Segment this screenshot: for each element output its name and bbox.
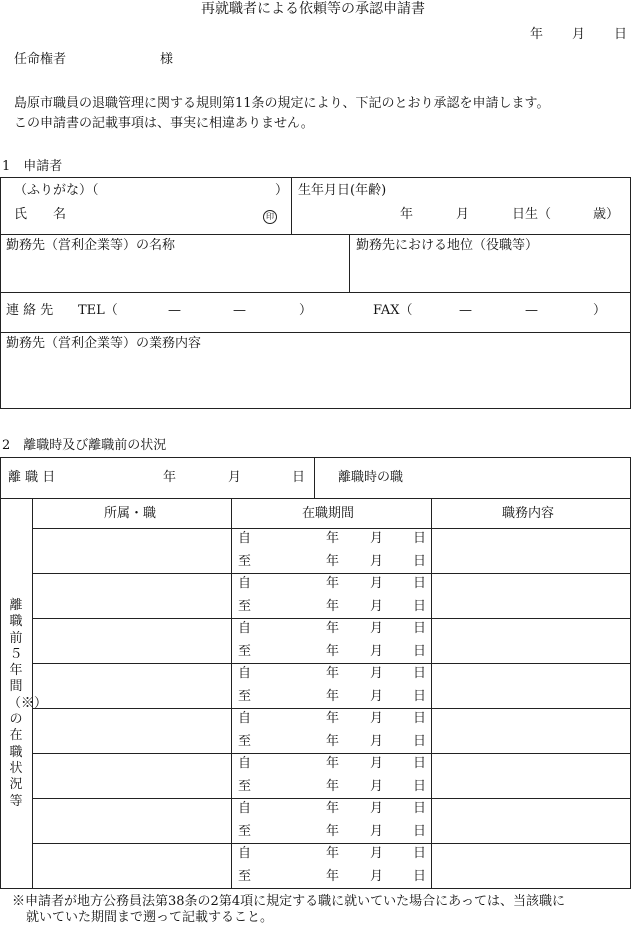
period-from-label: 自 [238, 846, 252, 861]
period-to-day: 日 [413, 553, 427, 569]
period-from-year: 年 [326, 801, 340, 816]
fax-dash-2: — [525, 303, 538, 318]
period-from-year: 年 [326, 531, 340, 546]
period-from-label: 自 [238, 801, 252, 816]
employer-label: 勤務先（営利企業等）の名称 [6, 238, 176, 253]
period-to-day: 日 [413, 778, 427, 794]
period-to-year: 年 [326, 823, 340, 839]
contact-label: 連 絡 先 [6, 303, 54, 318]
period-from-year: 年 [326, 666, 340, 681]
period-to-year: 年 [326, 553, 340, 569]
period-from-year: 年 [326, 846, 340, 861]
period-to-label: 至 [238, 553, 252, 569]
period-to-label: 至 [238, 643, 252, 659]
column-header-period: 在職期間 [302, 506, 355, 521]
birth-label: 生年月日(年齢) [298, 183, 387, 198]
period-from-label: 自 [238, 756, 252, 771]
period-to-day: 日 [413, 733, 427, 749]
period-to-label: 至 [238, 598, 252, 614]
period-to-day: 日 [413, 598, 427, 614]
period-to-label: 至 [238, 823, 252, 839]
tel-dash-1: — [168, 303, 181, 318]
period-from-month: 月 [370, 756, 384, 771]
period-from-day: 日 [413, 576, 427, 591]
period-to-label: 至 [238, 778, 252, 794]
period-from-label: 自 [238, 576, 252, 591]
section2-heading: 2 離職時及び離職前の状況 [2, 438, 167, 453]
fax-dash-1: — [459, 303, 472, 318]
seal-icon: 印 [263, 210, 277, 224]
period-from-year: 年 [326, 576, 340, 591]
period-from-day: 日 [413, 846, 427, 861]
period-from-day: 日 [413, 801, 427, 816]
furigana-label: （ふりがな）（ [14, 183, 99, 198]
period-to-month: 月 [370, 868, 384, 884]
period-to-month: 月 [370, 733, 384, 749]
period-to-month: 月 [370, 778, 384, 794]
period-to-label: 至 [238, 733, 252, 749]
tel-dash-2: — [233, 303, 246, 318]
fax-label: FAX（ [373, 303, 413, 318]
period-from-year: 年 [326, 711, 340, 726]
fax-close: ） [593, 303, 607, 318]
retire-month: 月 [228, 470, 242, 485]
footnote-line-1: ※申請者が地方公務員法第38条の2第4項に規定する職に就いていた場合にあっては、当該職に [12, 894, 565, 909]
period-to-month: 月 [370, 553, 384, 569]
period-from-label: 自 [238, 666, 252, 681]
period-from-label: 自 [238, 711, 252, 726]
period-from-day: 日 [413, 666, 427, 681]
period-to-day: 日 [413, 868, 427, 884]
birth-age: 歳） [593, 207, 620, 222]
period-to-year: 年 [326, 598, 340, 614]
period-from-year: 年 [326, 621, 340, 636]
retire-day: 日 [292, 470, 306, 485]
period-to-year: 年 [326, 733, 340, 749]
period-to-day: 日 [413, 643, 427, 659]
addressee-label: 任命権者 [14, 52, 67, 67]
side-label-vertical: 離職前５年間（※）の在職状況等 [8, 598, 48, 809]
furigana-close: ） [275, 183, 289, 198]
position-label: 勤務先における地位（役職等） [356, 238, 539, 253]
period-from-label: 自 [238, 621, 252, 636]
period-to-month: 月 [370, 688, 384, 704]
birth-year: 年 [400, 207, 414, 222]
period-from-day: 日 [413, 756, 427, 771]
period-to-year: 年 [326, 778, 340, 794]
footnote-line-2: 就いていた期間まで遡って記載すること。 [26, 910, 274, 925]
header-date-year: 年 [530, 27, 544, 42]
name-label: 氏 名 [14, 207, 67, 222]
birth-month: 月 [456, 207, 470, 222]
period-from-month: 月 [370, 621, 384, 636]
period-from-month: 月 [370, 801, 384, 816]
header-date-day: 日 [614, 27, 628, 42]
period-to-day: 日 [413, 823, 427, 839]
period-from-day: 日 [413, 711, 427, 726]
period-to-year: 年 [326, 688, 340, 704]
section1-heading: 1 申請者 [2, 159, 63, 174]
period-from-month: 月 [370, 531, 384, 546]
column-header-department: 所属・職 [104, 506, 157, 521]
period-to-year: 年 [326, 868, 340, 884]
period-from-month: 月 [370, 576, 384, 591]
period-to-month: 月 [370, 598, 384, 614]
retire-year: 年 [163, 470, 177, 485]
business-label: 勤務先（営利企業等）の業務内容 [6, 336, 202, 351]
header-date-month: 月 [572, 27, 586, 42]
period-to-month: 月 [370, 823, 384, 839]
column-header-duties: 職務内容 [502, 506, 555, 521]
period-to-day: 日 [413, 688, 427, 704]
birth-day: 日生（ [512, 207, 552, 222]
period-from-month: 月 [370, 846, 384, 861]
period-from-month: 月 [370, 711, 384, 726]
period-from-day: 日 [413, 621, 427, 636]
period-to-month: 月 [370, 643, 384, 659]
period-from-month: 月 [370, 666, 384, 681]
period-from-day: 日 [413, 531, 427, 546]
period-from-year: 年 [326, 756, 340, 771]
intro-line-1: 島原市職員の退職管理に関する規則第11条の規定により、下記のとおり承認を申請します。 [14, 96, 550, 111]
tel-label: TEL（ [78, 303, 118, 318]
period-to-label: 至 [238, 688, 252, 704]
intro-line-2: この申請書の記載事項は、事実に相違ありません。 [14, 116, 314, 131]
document-title: 再就職者による依頼等の承認申請書 [201, 1, 425, 17]
period-to-year: 年 [326, 643, 340, 659]
retire-date-label: 離 職 日 [8, 470, 56, 485]
seal-mark [263, 208, 277, 224]
period-from-label: 自 [238, 531, 252, 546]
retire-post-label: 離職時の職 [338, 470, 404, 485]
addressee-honorific: 様 [160, 52, 174, 67]
period-to-label: 至 [238, 868, 252, 884]
tel-close: ） [299, 303, 313, 318]
